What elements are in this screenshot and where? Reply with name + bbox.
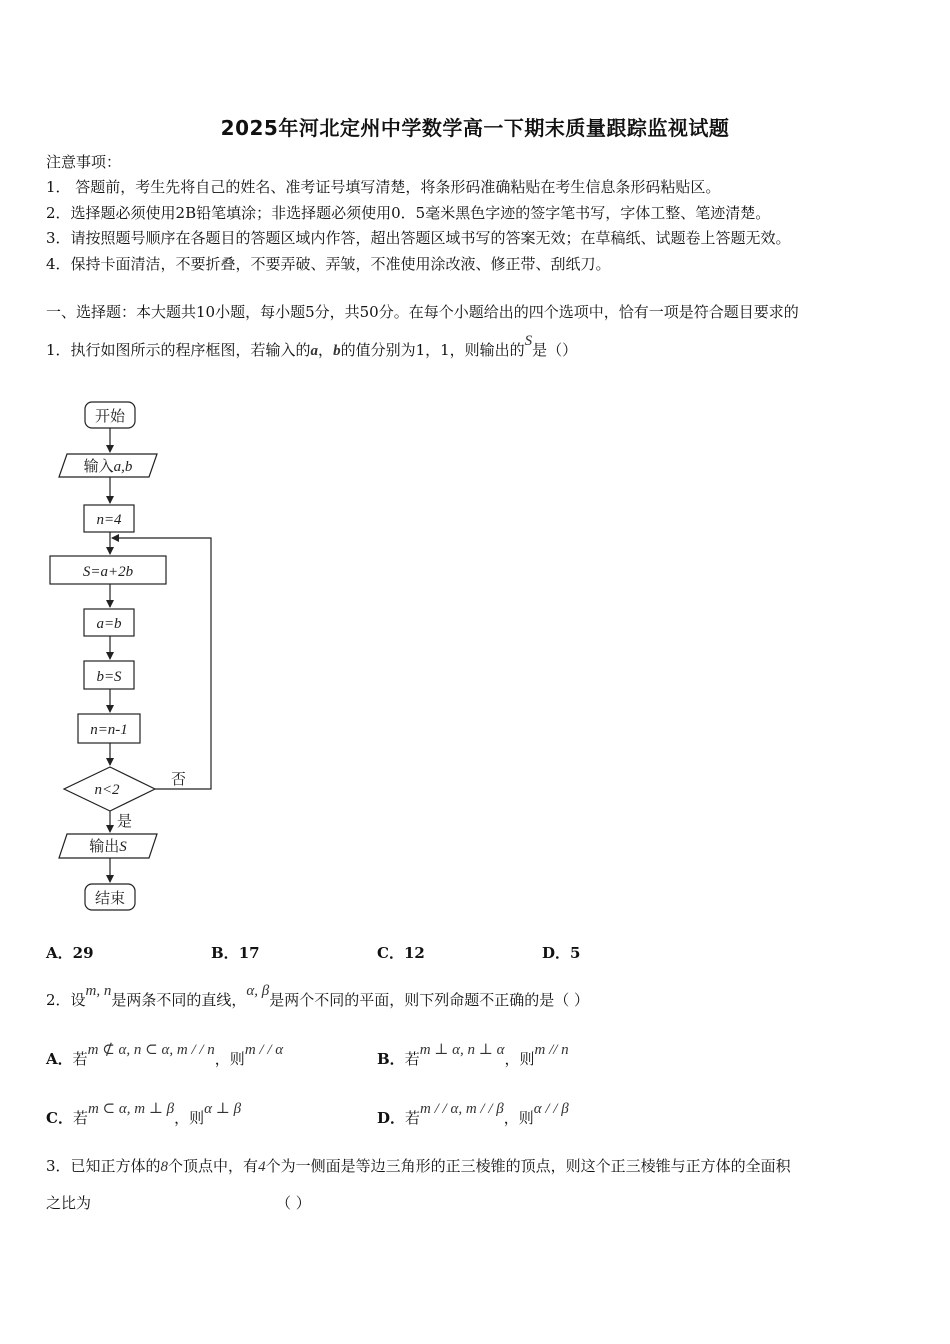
q1-option-a — [46, 942, 94, 963]
q2-option-a-result: m / / α — [244, 1042, 284, 1058]
question-1-stem — [46, 333, 578, 360]
q1-option-c — [377, 942, 425, 963]
q2-stem-part-a: 2．设 — [46, 991, 86, 1009]
question-2-stem — [46, 983, 590, 1010]
q2-option-c-cond: m ⊂ α, m ⊥ β — [87, 1101, 175, 1117]
flowchart-n-init-label: n=4 — [96, 512, 122, 528]
q3-stem-part-c: 个为一侧面是等边三角形的正三棱锥的顶点，则这个正三棱锥与正方体的全面积 — [265, 1157, 791, 1175]
q1-option-d-value: 5 — [570, 944, 581, 962]
q2-option-d-result: α / / β — [533, 1101, 569, 1117]
q2-option-b-if: 若 — [404, 1050, 420, 1068]
q1-stem-part-a: 1．执行如图所示的程序框图，若输入的 — [46, 341, 311, 359]
q2-option-c-then: ，则 — [174, 1109, 205, 1127]
notice-item-2: 2．选择题必须使用2B铅笔填涂；非选择题必须使用0．5毫米黑色字迹的签字笔书写，字体工整、笔迹清楚。 — [46, 204, 771, 222]
q2-option-d-cond: m / / α, m / / β — [420, 1101, 504, 1117]
q2-lines: m, n — [85, 983, 112, 999]
q2-option-d-then: ，则 — [503, 1109, 534, 1127]
flowchart-b-assign-label: b=S — [96, 669, 122, 685]
q2-option-a-then: ，则 — [214, 1050, 245, 1068]
q2-option-d-if: 若 — [405, 1109, 421, 1127]
flowchart-input-vars: a,b — [113, 459, 133, 475]
q2-option-c-label: C． — [46, 1109, 73, 1127]
q1-var-a: a — [310, 343, 319, 359]
q2-option-a-if: 若 — [72, 1050, 88, 1068]
q3-stem-part-b: 个顶点中，有 — [168, 1157, 259, 1175]
q1-stem-part-c: 是（） — [532, 341, 578, 359]
q2-option-c-result: α ⊥ β — [204, 1101, 242, 1117]
q1-var-b: b — [333, 343, 341, 359]
q3-stem-part-a: 3．已知正方体的 — [46, 1157, 161, 1175]
flowchart-s-assign-label: S=a+2b — [82, 564, 134, 580]
q1-option-d-label: D． — [542, 944, 571, 962]
notice-item-3: 3．请按照题号顺序在各题目的答题区域内作答，超出答题区域书写的答案无效；在草稿纸、试题卷上答题无效。 — [46, 229, 791, 247]
flowchart-no-label: 否 — [171, 770, 187, 788]
q1-option-b — [211, 942, 260, 963]
flowchart-output-label — [89, 837, 127, 855]
q3-stem-part-d: 之比为 — [46, 1194, 92, 1212]
q2-option-c-if: 若 — [72, 1109, 88, 1127]
flowchart-output-var: S — [119, 839, 127, 855]
q3-four: 4 — [258, 1159, 266, 1175]
q1-option-b-label: B． — [211, 944, 239, 962]
flowchart — [40, 395, 280, 925]
flowchart-input-label — [84, 457, 133, 475]
flowchart-start-label: 开始 — [94, 407, 126, 425]
flowchart-n-dec-label: n=n-1 — [90, 722, 128, 738]
q2-option-b-cond: m ⊥ α, n ⊥ α — [419, 1042, 505, 1058]
q2-option-a-label: A． — [46, 1050, 73, 1068]
q1-option-a-value: 29 — [72, 944, 94, 962]
q3-answer-paren: （ ） — [276, 1194, 311, 1212]
q2-stem-part-c: 是两个不同的平面，则下列命题不正确的是（ ） — [269, 991, 590, 1009]
question-3-stem-cont — [46, 1192, 311, 1213]
q2-option-b-result: m // n — [534, 1042, 569, 1058]
question-3-stem — [46, 1155, 791, 1176]
q2-option-a — [46, 1042, 284, 1069]
q1-comma: ， — [318, 341, 334, 359]
q3-eight: 8 — [160, 1159, 169, 1175]
flowchart-output-text: 输出 — [89, 837, 120, 855]
q1-option-d — [542, 942, 580, 963]
flowchart-a-assign-label: a=b — [96, 616, 122, 632]
q2-planes: α, β — [246, 983, 270, 999]
q1-option-c-value: 12 — [403, 944, 425, 962]
q2-stem-part-b: 是两条不同的直线， — [111, 991, 247, 1009]
q2-option-b-then: ，则 — [504, 1050, 535, 1068]
q1-option-b-value: 17 — [238, 944, 260, 962]
notice-item-4: 4．保持卡面清洁，不要折叠，不要弄破、弄皱，不准使用涂改液、修正带、刮纸刀。 — [46, 255, 611, 273]
flowchart-condition-label: n<2 — [94, 782, 120, 798]
page-title: 2025年河北定州中学数学高一下期末质量跟踪监视试题 — [220, 116, 730, 140]
q2-option-b-label: B． — [377, 1050, 405, 1068]
q1-var-s: S — [524, 333, 533, 349]
q1-option-c-label: C． — [377, 944, 404, 962]
notice-item-1: 1． 答题前，考生先将自己的姓名、准考证号填写清楚，将条形码准确粘贴在考生信息条形码粘贴区。 — [46, 178, 721, 196]
flowchart-yes-label: 是 — [117, 812, 133, 830]
flowchart-end-label: 结束 — [94, 889, 126, 907]
q2-option-b — [377, 1042, 569, 1069]
q2-option-a-cond: m ⊄ α, n ⊂ α, m / / n — [87, 1042, 215, 1058]
q2-option-d — [377, 1101, 569, 1128]
section-heading: 一、选择题：本大题共10小题，每小题5分，共50分。在每个小题给出的四个选项中，恰有一项是符合题目要求的 — [46, 303, 799, 321]
q1-stem-part-b: 的值分别为1，1，则输出的 — [340, 341, 525, 359]
q2-option-d-label: D． — [377, 1109, 406, 1127]
flowchart-input-text: 输入 — [83, 457, 114, 475]
q2-option-c — [46, 1101, 242, 1128]
notice-heading: 注意事项： — [46, 153, 122, 171]
q1-option-a-label: A． — [46, 944, 73, 962]
